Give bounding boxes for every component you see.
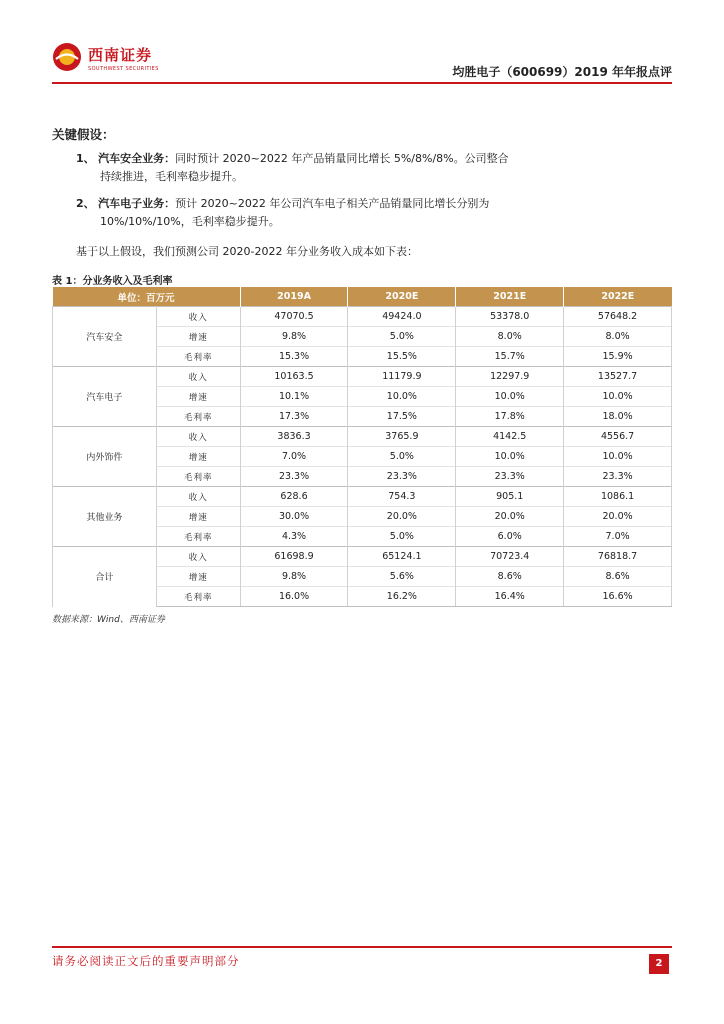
table-cell: 6.0% — [456, 527, 564, 547]
table-cell: 49424.0 — [348, 307, 456, 327]
table-cell: 18.0% — [564, 407, 672, 427]
disclaimer-note: 请务必阅读正文后的重要声明部分 — [52, 954, 240, 968]
assumption-item-2 — [76, 195, 546, 231]
table-caption: 表 1：分业务收入及毛利率 — [52, 276, 173, 287]
metric-label: 收入 — [156, 487, 240, 507]
table-cell: 5.6% — [348, 567, 456, 587]
segment-name: 汽车安全 — [53, 307, 157, 367]
data-source: 数据来源：Wind、西南证券 — [52, 615, 165, 625]
segment-name: 汽车电子 — [53, 367, 157, 427]
table-row — [53, 487, 672, 507]
table-cell: 754.3 — [348, 487, 456, 507]
item-number: 2、 — [76, 197, 95, 210]
item-text-continued: 10%/10%/10%，毛利率稳步提升。 — [100, 215, 280, 228]
table-cell: 30.0% — [240, 507, 348, 527]
section-heading: 关键假设： — [52, 127, 115, 142]
table-cell: 76818.7 — [564, 547, 672, 567]
year-header: 2019A — [240, 287, 348, 307]
table-cell: 628.6 — [240, 487, 348, 507]
table-cell: 10.0% — [456, 447, 564, 467]
table-cell: 5.0% — [348, 447, 456, 467]
item-title: 汽车电子业务： — [98, 197, 176, 210]
table-cell: 57648.2 — [564, 307, 672, 327]
table-cell: 8.0% — [564, 327, 672, 347]
logo-subtext: SOUTHWEST SECURITIES — [88, 66, 159, 72]
table-cell: 70723.4 — [456, 547, 564, 567]
table-intro: 基于以上假设，我们预测公司 2020-2022 年分业务收入成本如下表： — [76, 245, 418, 258]
table-cell: 7.0% — [564, 527, 672, 547]
table-cell: 905.1 — [456, 487, 564, 507]
table-cell: 23.3% — [456, 467, 564, 487]
year-header: 2020E — [348, 287, 456, 307]
header-divider — [52, 82, 672, 84]
table-cell: 10163.5 — [240, 367, 348, 387]
table-cell: 3836.3 — [240, 427, 348, 447]
table-cell: 10.0% — [348, 387, 456, 407]
table-cell: 4556.7 — [564, 427, 672, 447]
table-cell: 10.0% — [456, 387, 564, 407]
segment-name: 合计 — [53, 547, 157, 607]
metric-label: 毛利率 — [156, 347, 240, 367]
table-cell: 61698.9 — [240, 547, 348, 567]
table-cell: 15.9% — [564, 347, 672, 367]
metric-label: 增速 — [156, 447, 240, 467]
table-cell: 5.0% — [348, 527, 456, 547]
table-cell: 4.3% — [240, 527, 348, 547]
southwest-securities-logo-icon — [52, 42, 82, 72]
table-cell: 11179.9 — [348, 367, 456, 387]
table-row — [53, 367, 672, 387]
table-cell: 9.8% — [240, 327, 348, 347]
segment-name: 内外饰件 — [53, 427, 157, 487]
metric-label: 收入 — [156, 367, 240, 387]
table-cell: 10.1% — [240, 387, 348, 407]
metric-label: 增速 — [156, 507, 240, 527]
table-cell: 8.6% — [456, 567, 564, 587]
metric-label: 毛利率 — [156, 587, 240, 607]
table-cell: 23.3% — [348, 467, 456, 487]
year-header: 2021E — [456, 287, 564, 307]
segment-name: 其他业务 — [53, 487, 157, 547]
table-cell: 20.0% — [564, 507, 672, 527]
logo-text: 西南证券 — [88, 46, 153, 64]
table-row — [53, 307, 672, 327]
metric-label: 增速 — [156, 327, 240, 347]
table-cell: 17.8% — [456, 407, 564, 427]
item-text: 预计 2020~2022 年公司汽车电子相关产品销量同比增长分别为 — [175, 197, 490, 210]
footer-divider — [52, 946, 672, 948]
table-cell: 15.3% — [240, 347, 348, 367]
table-cell: 4142.5 — [456, 427, 564, 447]
table-cell: 16.0% — [240, 587, 348, 607]
table-cell: 20.0% — [456, 507, 564, 527]
table-cell: 23.3% — [240, 467, 348, 487]
item-number: 1、 — [76, 152, 95, 165]
table-cell: 15.7% — [456, 347, 564, 367]
report-title: 均胜电子（600699）2019 年年报点评 — [452, 65, 672, 79]
item-text-continued: 持续推进，毛利率稳步提升。 — [100, 170, 243, 183]
table-cell: 15.5% — [348, 347, 456, 367]
table-cell: 3765.9 — [348, 427, 456, 447]
metric-label: 收入 — [156, 427, 240, 447]
table-cell: 5.0% — [348, 327, 456, 347]
metric-label: 增速 — [156, 387, 240, 407]
table-cell: 47070.5 — [240, 307, 348, 327]
table-cell: 17.5% — [348, 407, 456, 427]
table-cell: 65124.1 — [348, 547, 456, 567]
table-header-row — [53, 287, 672, 307]
metric-label: 毛利率 — [156, 527, 240, 547]
metric-label: 收入 — [156, 307, 240, 327]
page-header — [52, 40, 672, 84]
table-cell: 10.0% — [564, 447, 672, 467]
metric-label: 收入 — [156, 547, 240, 567]
table-cell: 53378.0 — [456, 307, 564, 327]
table-cell: 16.2% — [348, 587, 456, 607]
table-cell: 16.4% — [456, 587, 564, 607]
item-title: 汽车安全业务： — [98, 152, 176, 165]
metric-label: 毛利率 — [156, 467, 240, 487]
table-cell: 12297.9 — [456, 367, 564, 387]
revenue-margin-table — [52, 287, 672, 607]
unit-header: 单位：百万元 — [53, 287, 241, 307]
table-cell: 20.0% — [348, 507, 456, 527]
table-row — [53, 427, 672, 447]
table-cell: 9.8% — [240, 567, 348, 587]
table-row — [53, 547, 672, 567]
page-number: 2 — [649, 954, 669, 974]
table-cell: 17.3% — [240, 407, 348, 427]
year-header: 2022E — [564, 287, 672, 307]
table-cell: 23.3% — [564, 467, 672, 487]
table-cell: 8.0% — [456, 327, 564, 347]
table-cell: 1086.1 — [564, 487, 672, 507]
assumption-item-1 — [76, 150, 546, 186]
table-cell: 16.6% — [564, 587, 672, 607]
table-cell: 10.0% — [564, 387, 672, 407]
table-cell: 8.6% — [564, 567, 672, 587]
item-text: 同时预计 2020~2022 年产品销量同比增长 5%/8%/8%。公司整合 — [175, 152, 509, 165]
metric-label: 毛利率 — [156, 407, 240, 427]
table-cell: 13527.7 — [564, 367, 672, 387]
metric-label: 增速 — [156, 567, 240, 587]
table-cell: 7.0% — [240, 447, 348, 467]
